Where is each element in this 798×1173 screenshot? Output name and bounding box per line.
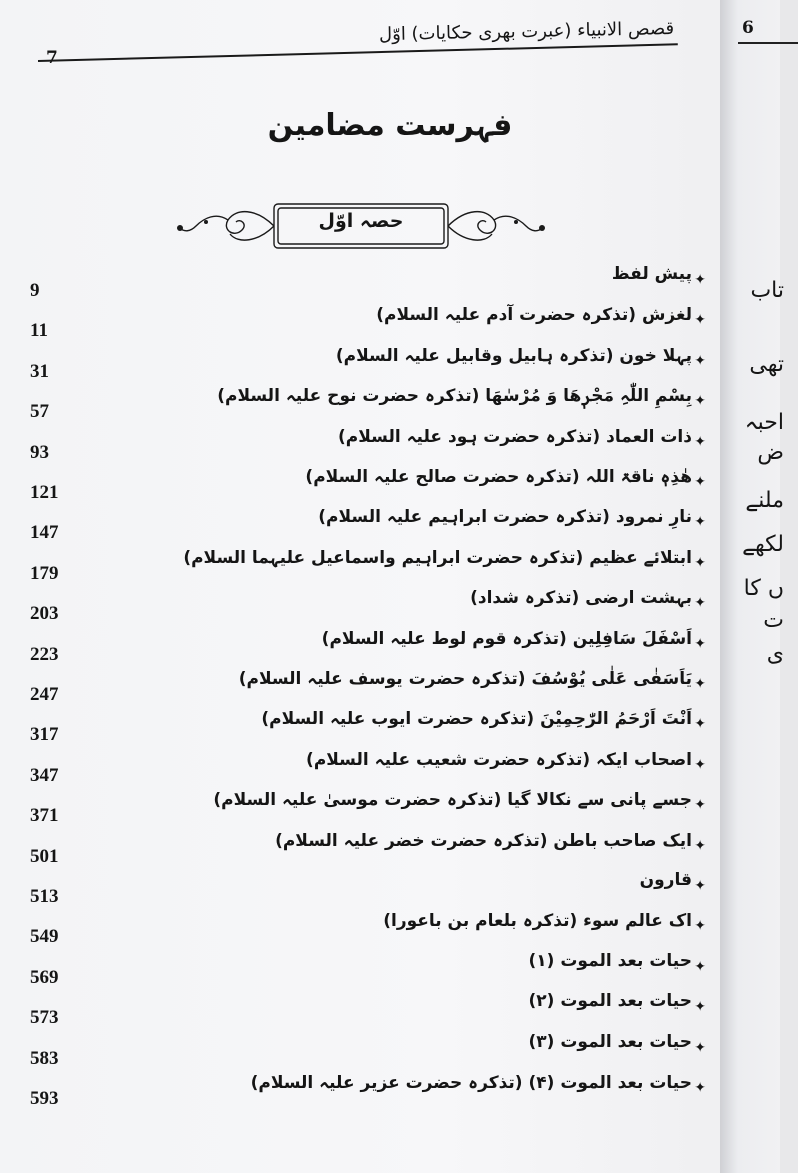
toc-page-number: 31 [30, 360, 49, 382]
toc-page-number: 203 [30, 603, 59, 625]
toc-entry [0, 828, 742, 868]
toc-page-number: 583 [30, 1047, 59, 1069]
contents-title: فہرست مضامین [267, 108, 513, 143]
toc-entry-title: حیات بعد الموت (۴) (تذکرہ حضرت عزیر علیہ السلام) [250, 1073, 692, 1093]
toc-entry-title: اصحاب ایکہ (تذکرہ حضرت شعیب علیہ السلام) [306, 749, 692, 770]
adjacent-page-text: احبہ [744, 410, 784, 435]
section-label: حصہ اوّل [318, 210, 404, 232]
toc-entry [0, 262, 742, 302]
toc-entry-title: حیات بعد الموت (۳) [528, 1031, 692, 1052]
adjacent-page-text: تھی [749, 352, 784, 377]
bullet-star-icon: ✦ [694, 352, 706, 369]
bullet-star-icon: ✦ [694, 514, 706, 531]
toc-entry [0, 908, 742, 948]
bullet-star-icon: ✦ [694, 433, 706, 450]
toc-entry [0, 949, 742, 989]
toc-entry-title: ایک صاحب باطن (تذکرہ حضرت خضر علیہ السلام) [275, 830, 692, 851]
toc-entry [0, 747, 742, 787]
toc-entry-title: یَاَسَفٰی عَلٰی یُوْسُفَ (تذکرہ حضرت یوسف علیہ السلام) [238, 669, 692, 689]
toc-entry [0, 464, 742, 504]
toc-entry-title: نارِ نمرود (تذکرہ حضرت ابراہیم علیہ السلام) [318, 507, 692, 528]
toc-entry [0, 545, 742, 585]
toc-entry [0, 1070, 742, 1110]
toc-entry-title: جسے پانی سے نکالا گیا (تذکرہ حضرت موسیٰ علیہ السلام) [213, 790, 692, 811]
adjacent-page-edge [720, 0, 784, 1173]
toc-page-number: 569 [30, 966, 59, 988]
toc-page-number: 513 [30, 886, 59, 907]
adjacent-page-text: ں کا [743, 576, 784, 601]
toc-page-number: 317 [30, 724, 59, 746]
bullet-star-icon: ✦ [694, 272, 706, 288]
toc-entry-title: ھٰذِہٖ ناقۃ اللہ (تذکرہ حضرت صالح علیہ السلام) [305, 467, 692, 487]
toc-entry-title: پہلا خون (تذکرہ ہابیل وقابیل علیہ السلام) [335, 345, 692, 366]
header-rule [38, 43, 678, 62]
adjacent-page-text: ی [766, 642, 784, 667]
bullet-star-icon: ✦ [694, 878, 706, 894]
bullet-star-icon: ✦ [694, 474, 706, 490]
toc-page-number: 179 [30, 562, 59, 584]
toc-entry [0, 787, 742, 827]
adjacent-header-rule [738, 42, 798, 44]
adjacent-page-text: تاب [750, 278, 784, 303]
toc-page-number: 371 [30, 805, 59, 827]
toc-page-number: 573 [30, 1007, 59, 1029]
running-header-title: قصص الانبیاء (عبرت بھری حکایات) اوّل [378, 18, 675, 46]
toc-entry [0, 504, 742, 544]
bullet-star-icon: ✦ [694, 918, 706, 935]
toc-page-number: 347 [30, 764, 59, 786]
bullet-star-icon: ✦ [694, 716, 706, 733]
toc-page-number: 57 [30, 401, 49, 423]
toc-entry [0, 868, 742, 908]
toc-entry [0, 383, 742, 423]
page-number: 7 [46, 48, 58, 68]
bullet-star-icon: ✦ [694, 312, 706, 329]
toc-entry [0, 585, 742, 625]
toc-entry [0, 343, 742, 383]
toc-entry-title: حیات بعد الموت (۱) [528, 950, 692, 971]
toc-page-number: 593 [30, 1088, 59, 1109]
toc-page-number: 247 [30, 684, 59, 705]
toc-entry-title: قارون [639, 870, 692, 890]
toc-page-number: 93 [30, 441, 49, 463]
bullet-star-icon: ✦ [694, 958, 706, 975]
toc-entry [0, 424, 742, 464]
toc-entry-title: اک عالم سوء (تذکرہ بلعام بن باعورا) [383, 911, 692, 932]
adjacent-page-number: 6 [742, 18, 754, 38]
toc-entry [0, 626, 742, 666]
toc-page-number: 223 [30, 643, 59, 665]
adjacent-page-text: لکھے [742, 532, 784, 557]
bullet-star-icon: ✦ [694, 554, 706, 571]
toc-entry-title: اَسْفَلَ سَافِلِین (تذکرہ قوم لوط علیہ السلام) [321, 628, 692, 649]
adjacent-page-text: ت [763, 608, 784, 633]
toc-entry [0, 666, 742, 706]
bullet-star-icon: ✦ [694, 797, 706, 814]
toc-entry-title: حیات بعد الموت (۲) [528, 991, 692, 1012]
toc-entry-title: ذات العماد (تذکرہ حضرت ہود علیہ السلام) [338, 426, 692, 447]
toc-page-number: 9 [30, 280, 40, 301]
bullet-star-icon: ✦ [694, 393, 706, 410]
adjacent-page-text: ض [757, 440, 784, 465]
bullet-star-icon: ✦ [694, 756, 706, 773]
toc-entry [0, 302, 742, 342]
toc-entry-title: بہشت ارضی (تذکرہ شداد) [470, 588, 692, 609]
toc-entry-title: لغزش (تذکرہ حضرت آدم علیہ السلام) [376, 305, 692, 326]
toc-entry [0, 989, 742, 1029]
toc-entry-title: پیش لفظ [611, 264, 692, 284]
toc-entry-title: ابتلائے عظیم (تذکرہ حضرت ابراہیم واسماعیل علیہما السلام) [183, 547, 692, 568]
bullet-star-icon: ✦ [694, 635, 706, 652]
toc-page-number: 121 [30, 482, 59, 503]
adjacent-page-text: ملنے [745, 488, 784, 513]
toc-page-number: 549 [30, 926, 59, 948]
toc-page-number: 501 [30, 845, 59, 867]
bullet-star-icon: ✦ [694, 837, 706, 854]
toc-entry [0, 706, 742, 746]
toc-entry-title: بِسْمِ اللّٰہِ مَجْرٖھَا وَ مُرْسٰھَا (تذکرہ حضرت نوح علیہ السلام) [217, 386, 692, 407]
toc-page-number: 11 [30, 320, 48, 342]
bullet-star-icon: ✦ [694, 999, 706, 1016]
toc-page-number: 147 [30, 522, 59, 544]
bullet-star-icon: ✦ [694, 676, 706, 692]
toc-entry [0, 1030, 742, 1070]
bullet-star-icon: ✦ [694, 1039, 706, 1056]
bullet-star-icon: ✦ [694, 595, 706, 612]
bullet-star-icon: ✦ [694, 1080, 706, 1096]
toc-entry-title: اَنْتَ اَرْحَمُ الرّٰحِمِیْنَ (تذکرہ حضرت ایوب علیہ السلام) [261, 709, 692, 730]
